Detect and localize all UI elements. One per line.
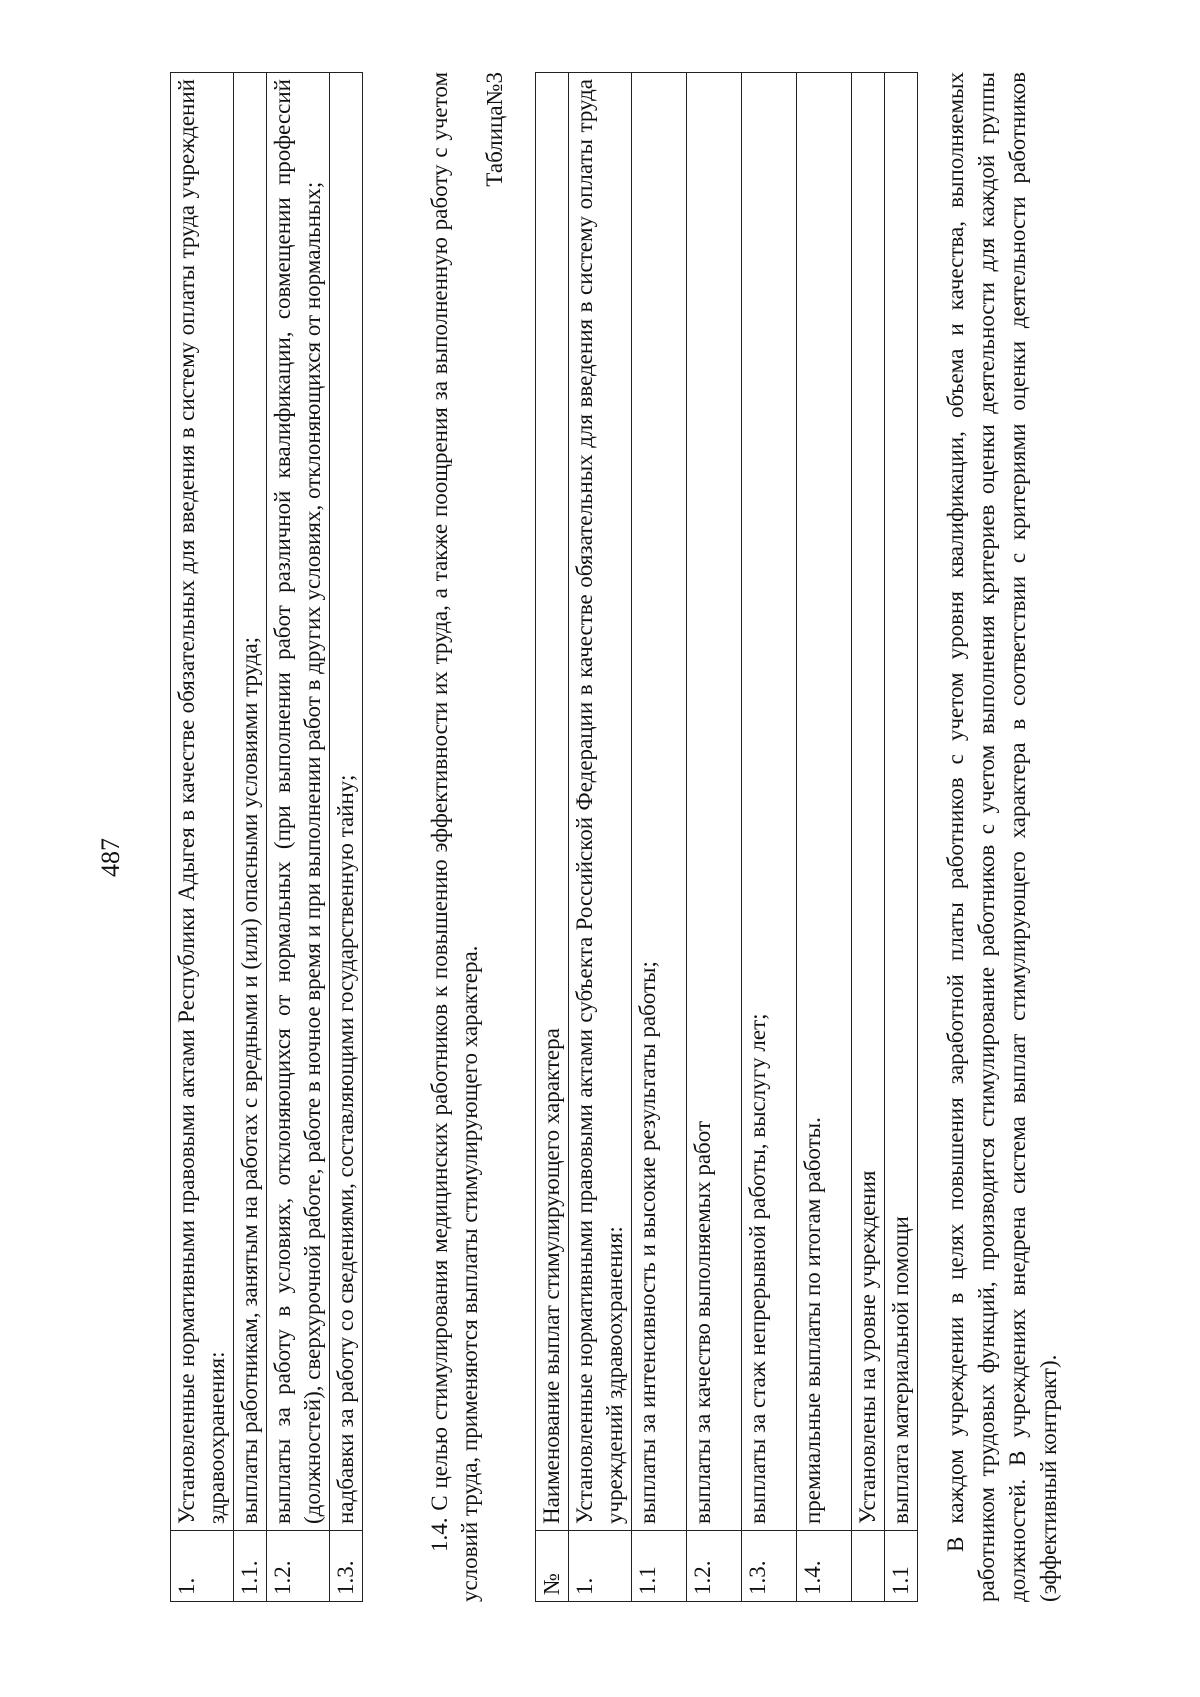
row-number: 1.1. (234, 1531, 267, 1602)
table-row (234, 73, 267, 1602)
row-number: 1.2. (267, 1531, 330, 1602)
page-number: 487 (96, 838, 125, 877)
header-title: Наименование выплат стимулирующего характера (536, 73, 569, 1531)
row-number: 1.4. (797, 1531, 852, 1602)
row-text: премиальные выплаты по итогам работы. (797, 73, 852, 1531)
row-text: выплаты работникам, занятым на работах с вредными и (или) опасными условиями труда; (234, 73, 267, 1531)
row-text: выплаты за работу в условиях, отклоняющихся от нормальных (при выполнении работ различной квалификации, совмещении профессий (должностей), сверхурочной работе, работе в ночное время и при выполнении работ в других условиях, отклоняющихся от нормальных; (267, 73, 330, 1531)
row-number: 1. (569, 1531, 632, 1602)
paragraph-incentives: 1.4. С целью стимулирования медицинских работников к повышению эффективности их труда, а также поощрения за выполненную работу с учетом условий труда, применяются выплаты стимулирующего характера. (427, 72, 482, 1602)
table-row (171, 73, 234, 1602)
table-header-row (536, 73, 569, 1602)
table-row (797, 73, 852, 1602)
row-number: 1.1 (885, 1531, 918, 1602)
table-row (687, 73, 742, 1602)
row-number: 1.2. (687, 1531, 742, 1602)
table-row (330, 73, 363, 1602)
table-row (632, 73, 687, 1602)
table-row (569, 73, 632, 1602)
row-text: надбавки за работу со сведениями, составляющими государственную тайну; (330, 73, 363, 1531)
row-text: выплаты за интенсивность и высокие результаты работы; (632, 73, 687, 1531)
table-row (885, 73, 918, 1602)
table-row (267, 73, 330, 1602)
table-row (742, 73, 797, 1602)
row-text: выплата материальной помощи (885, 73, 918, 1531)
row-text: Установленные нормативными правовыми актами субъекта Российской Федерации в качестве обязательных для введения в систему оплаты труда учреждений здравоохранения: (569, 73, 632, 1531)
table-caption: Таблица№3 (482, 72, 507, 187)
row-text: выплаты за качество выполняемых работ (687, 73, 742, 1531)
paragraph-effective-contract: В каждом учреждении в целях повышения заработной платы работников с учетом уровня квалификации, объема и качества, выполняемых работником трудовых функций, производится стимулирование работников с учетом выполнения критериев оценки деятельности для каждой группы должностей. В учреждениях внедрена система выплат стимулирующего характера в соответствии с критериями оценки деятельности работников (эффективный контракт). (943, 72, 1061, 1602)
row-number: 1.3. (742, 1531, 797, 1602)
incentive-payments-table (535, 72, 918, 1602)
row-text: Установлены на уровне учреждения (852, 73, 885, 1531)
row-number (852, 1531, 885, 1602)
table-row (852, 73, 885, 1602)
allowances-table (170, 72, 363, 1602)
row-text: Установленные нормативными правовыми актами Республики Адыгея в качестве обязательных для введения в систему оплаты труда учреждений здравоохранения: (171, 73, 234, 1531)
row-number: 1. (171, 1531, 234, 1602)
row-number: 1.3. (330, 1531, 363, 1602)
row-number: 1.1 (632, 1531, 687, 1602)
header-number: № (536, 1531, 569, 1602)
row-text: выплаты за стаж непрерывной работы, выслугу лет; (742, 73, 797, 1531)
